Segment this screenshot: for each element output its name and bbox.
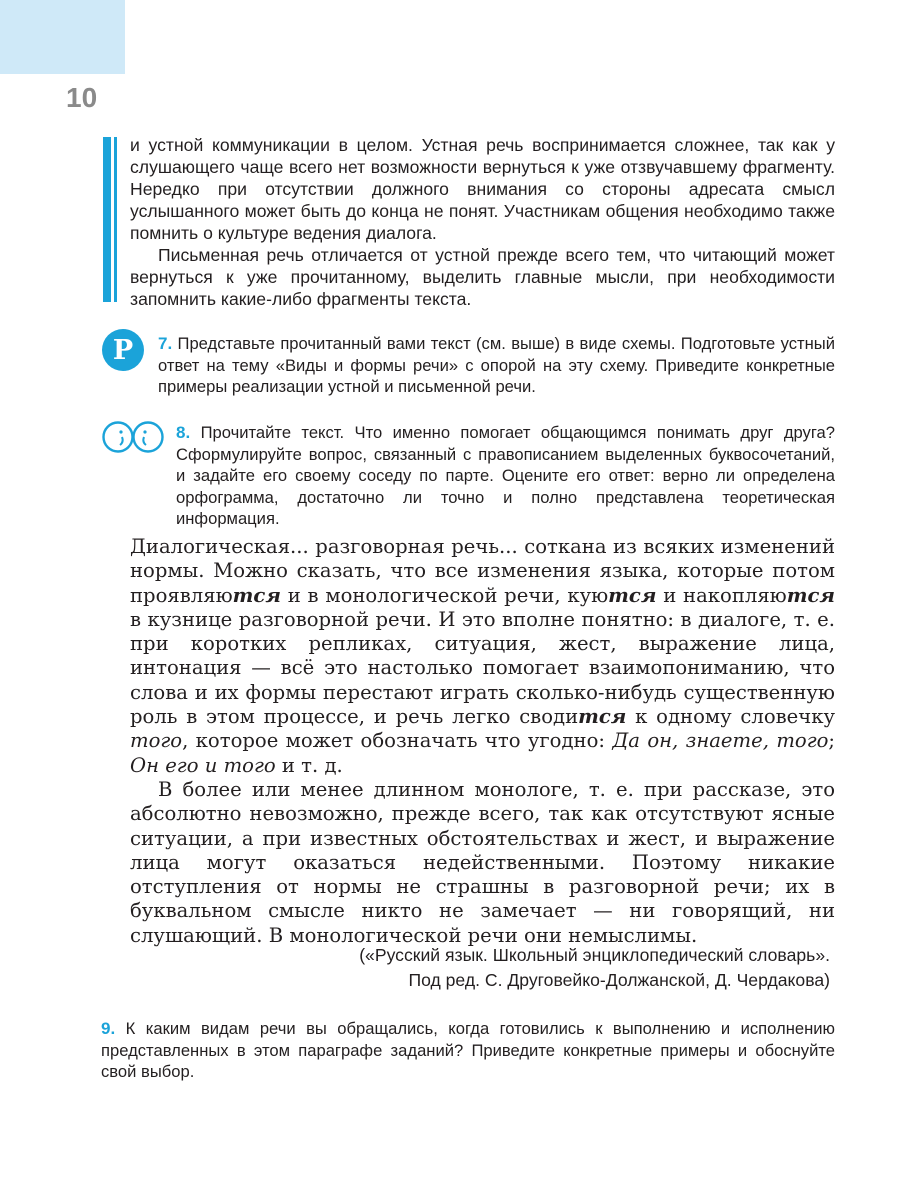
source-line-1: («Русский язык. Школьный энциклопедический словарь». <box>359 945 830 965</box>
excerpt-paragraph-2: В более или менее длинном монологе, т. е. при рассказе, это абсолютно невозможно, прежде всего, так как отсутствуют ясные ситуации, а при известных обстоятельствах и жест, и выражение лица могут оказаться недейственными. Поэтому никакие отступления от нормы не страшны в разговорной речи; их в буквальном смысле никто не замечает — ни говорящий, ни слушающий. В монологической речи они немыслимы. <box>130 777 835 947</box>
task-7-number: 7. <box>158 334 173 353</box>
task-8-text: Прочитайте текст. Что именно помогает общающимся понимать друг друга? Сформулируйте вопрос, связанный с правописанием выделенных буквосочетаний, и задайте его своему соседу по парте. Оцените его ответ: верно ли определена орфограмма, достаточно ли точно и полно представлена теоретическая информация. <box>176 423 835 529</box>
task-9-text: К каким видам речи вы обращались, когда готовились к выполнению и исполнению представленных в этом параграфе заданий? Приведите конкретные примеры и обоснуйте свой выбор. <box>101 1019 835 1082</box>
task-7-text: Представьте прочитанный вами текст (см. выше) в виде схемы. Подготовьте устный ответ на тему «Виды и формы речи» с опорой на эту схему. Приведите конкретные примеры реализации устной и письменной речи. <box>158 334 835 397</box>
excerpt-paragraph-1: Диалогическая... разговорная речь... соткана из всяких изменений нормы. Можно сказать, что все изменения языка, которые потом проявляются и в монологической речи, куются и накопляются в кузнице разговорной речи. И это вполне понятно: в диалоге, т. е. при коротких репликах, ситуация, жест, выражение лица, интонация — всё это настолько помогает взаимопониманию, что слова и их формы перестают играть сколько-нибудь существенную роль в этом процессе, и речь легко сводится к одному словечку того, которое может обозначать что угодно: Да он, знаете, того; Он его и того и т. д. <box>130 535 836 777</box>
page-number-box <box>0 74 125 118</box>
highlight-tsya: тся <box>578 705 627 729</box>
highlight-tsya: тся <box>786 583 836 607</box>
speech-task-icon-letter: Р <box>112 335 134 366</box>
pair-work-icon <box>101 420 167 454</box>
task-7 <box>158 333 835 398</box>
task-8-number: 8. <box>176 423 191 442</box>
page-number: 10 <box>66 82 98 113</box>
task-9 <box>101 1018 835 1083</box>
intro-paragraph-1: и устной коммуникации в целом. Устная речь воспринимается сложнее, так как у слушающего чаще всего нет возможности вернуться к уже отзвучавшему фрагменту. Нередко при отсутствии должного внимания со стороны адресата смысл услышанного может быть до конца не понят. Участникам общения необходимо также помнить о культуре ведения диалога. <box>130 135 835 243</box>
highlight-tsya: тся <box>232 583 281 607</box>
source-line-2: Под ред. С. Друговейко-Должанской, Д. Чердакова) <box>408 970 830 990</box>
margin-bar <box>103 137 111 302</box>
italic-example: Он его и того <box>130 753 276 777</box>
source-citation <box>130 943 830 993</box>
italic-example: Да он, знаете, того <box>612 729 829 753</box>
margin-bar-thin <box>114 137 117 302</box>
task-9-number: 9. <box>101 1019 116 1038</box>
task-8 <box>176 422 835 530</box>
intro-paragraph-2: Письменная речь отличается от устной прежде всего тем, что читающий может вернуться к уже прочитанному, выделить главные мысли, при необходимости запомнить какие-либо фрагменты текста. <box>130 245 835 309</box>
excerpt-text <box>130 535 835 948</box>
intro-text <box>130 134 835 310</box>
speech-task-icon <box>101 328 145 372</box>
highlight-tsya: тся <box>608 583 657 607</box>
italic-word: того <box>130 729 183 753</box>
